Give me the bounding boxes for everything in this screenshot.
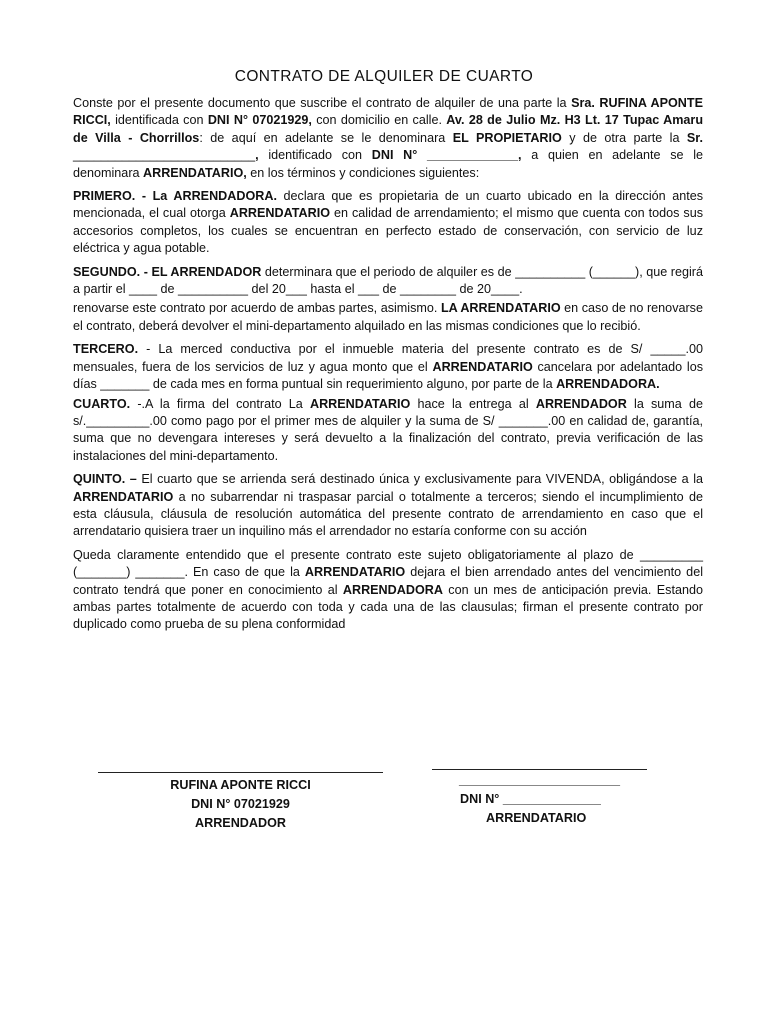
- clause-tercero-text-2: cancelara por adelantado los días _______ de cada mes en forma puntual sin requerimiento alguno, por parte de la: [73, 359, 703, 392]
- clause-cuarto-tenant: ARRENDATARIO: [309, 396, 411, 411]
- clause-tercero-landlord: ARRENDADORA.: [556, 377, 660, 392]
- document-title: CONTRATO DE ALQUILER DE CUARTO: [234, 68, 534, 85]
- clause-cuarto: [73, 396, 703, 466]
- intro-text-7: identificado con: [258, 148, 372, 163]
- final-paragraph: [73, 547, 703, 634]
- intro-text-3: con domicilio en calle.: [311, 113, 447, 128]
- intro-text-9: en los términos y condiciones siguientes:: [246, 165, 480, 180]
- tenant-signature-line: [432, 769, 647, 770]
- landlord-address: Av. 28 de Julio Mz. H3 Lt. 17 Tupac Amaru de Villa - Chorrillos: [73, 113, 704, 145]
- tenant-name-blank: __________________________: [73, 148, 256, 163]
- clause-tercero-tenant: ARRENDATARIO: [432, 359, 533, 374]
- intro-text-5: y de otra parte la: [561, 130, 687, 145]
- landlord-signature-name: RUFINA APONTE RICCI: [170, 778, 311, 792]
- landlord-signature-role: ARRENDADOR: [195, 816, 286, 830]
- final-landlord: ARRENDADORA: [342, 582, 443, 597]
- intro-paragraph: [73, 95, 703, 182]
- clause-tercero-heading: TERCERO.: [73, 342, 139, 357]
- intro-text-8: a quien en adelante se le denominara: [73, 148, 704, 180]
- tenant-signature-dni: DNI N° ______________: [460, 792, 601, 806]
- clause-primero-text-1: declara que es propietaria de un cuarto ubicado en la dirección antes mencionada, el cual otorga: [73, 189, 704, 221]
- clause-primero-heading: PRIMERO. - La ARRENDADORA.: [73, 189, 277, 204]
- final-text-3: con un mes de anticipación previa. Estando ambas partes totalmente de acuerdo con toda y cada una de las clausulas; firman el presente contrato por duplicado como prueba de su plena conformidad: [73, 582, 703, 632]
- clause-segundo-text-1: determinara que el periodo de alquiler es de __________ (______), que regirá a partir el ____ de __________ del 20___ hasta el ___ de ________ de 20____.: [73, 264, 703, 297]
- clause-tercero: [73, 341, 703, 393]
- intro-text-1: Conste por el presente documento que suscribe el contrato de alquiler de una parte la: [73, 96, 572, 110]
- clause-segundo-text-3: en caso de no renovarse el contrato, deberá devolver el mini-departamento alquilado en las mismas condiciones que lo recibió.: [73, 301, 703, 333]
- final-tenant: ARRENDATARIO: [304, 565, 406, 580]
- tenant-dni-blank: DNI N° _____________,: [371, 148, 522, 163]
- clause-quinto-heading: QUINTO. –: [73, 472, 137, 487]
- intro-comma: ,: [255, 148, 259, 163]
- landlord-name: Sra. RUFINA APONTE RICCI,: [73, 96, 703, 128]
- intro-text-2: identificada con: [110, 113, 208, 128]
- landlord-signature-dni: DNI N° 07021929: [191, 797, 290, 811]
- tenant-label: ARRENDATARIO,: [143, 165, 247, 180]
- clause-cuarto-heading: CUARTO.: [73, 396, 131, 411]
- clause-cuarto-landlord: ARRENDADOR: [535, 396, 627, 411]
- tenant-signature-role: ARRENDATARIO: [486, 811, 587, 825]
- owner-label: EL PROPIETARIO: [452, 130, 562, 145]
- landlord-signature-block: [98, 776, 383, 833]
- document-body: [73, 95, 703, 640]
- clause-primero-text-2: en calidad de arrendamiento; el mismo que cuenta con todos sus accesorios completos, los cuales se encuentran en perfecto estado de conservación, con servicio de luz eléctrica y agua potable.: [73, 206, 703, 256]
- clause-cuarto-text-3: la suma de s/._________.00 como pago por el primer mes de alquiler y la suma de S/ _______.00 en calidad de, garantía, suma que no devengara intereses y será devuelto a la finalización del contrato, previa verificación de las instalaciones del mini-departamento.: [73, 396, 704, 463]
- clause-segundo: [73, 264, 703, 299]
- clause-primero: [73, 188, 703, 258]
- tenant-signature-block: [432, 771, 647, 828]
- landlord-dni: DNI N° 07021929,: [207, 113, 312, 128]
- clause-segundo-text-2: renovarse este contrato por acuerdo de ambas partes, asimismo.: [73, 301, 441, 316]
- clause-cuarto-text-2: hace la entrega al: [410, 396, 536, 411]
- clause-segundo-tenant: LA ARRENDATARIO: [440, 301, 561, 316]
- final-text-1: Queda claramente entendido que el presente contrato este sujeto obligatoriamente al plazo de _________ (_______) _______. En caso de que la: [73, 547, 703, 580]
- clause-primero-tenant: ARRENDATARIO: [229, 206, 330, 221]
- tenant-signature-name: _______________________: [458, 773, 621, 787]
- final-text-2: dejara el bien arrendado antes del vencimiento del contrato tendrá que poner en conocimiento al: [73, 565, 703, 597]
- clause-segundo-renewal: [73, 300, 703, 335]
- intro-text-4: : de aquí en adelante se le denominara: [199, 130, 453, 145]
- clause-segundo-heading: SEGUNDO. - EL ARRENDADOR: [73, 264, 262, 279]
- clause-quinto-text-1: El cuarto que se arrienda será destinado única y exclusivamente para VIVENDA, obligándose a la: [136, 472, 703, 487]
- clause-quinto: [73, 471, 703, 541]
- clause-quinto-text-2: a no subarrendar ni traspasar parcial o totalmente a terceros; siendo el incumplimiento de esta cláusula, cláusula de resolución automática del presente contrato de arrendamiento en caso que el arrendatario quisiera traer un inquilino más el arrendador no estaría conforme con su acción: [73, 489, 703, 539]
- clause-cuarto-text-1: -.A la firma del contrato La: [130, 396, 310, 411]
- clause-quinto-tenant: ARRENDATARIO: [73, 489, 174, 504]
- clause-tercero-text-1: - La merced conductiva por el inmueble materia del presente contrato es de S/ _____.00 mensuales, fuera de los servicios de luz y agua monto que el: [73, 342, 703, 374]
- tenant-title: Sr.: [686, 130, 704, 145]
- landlord-signature-line: [98, 772, 383, 773]
